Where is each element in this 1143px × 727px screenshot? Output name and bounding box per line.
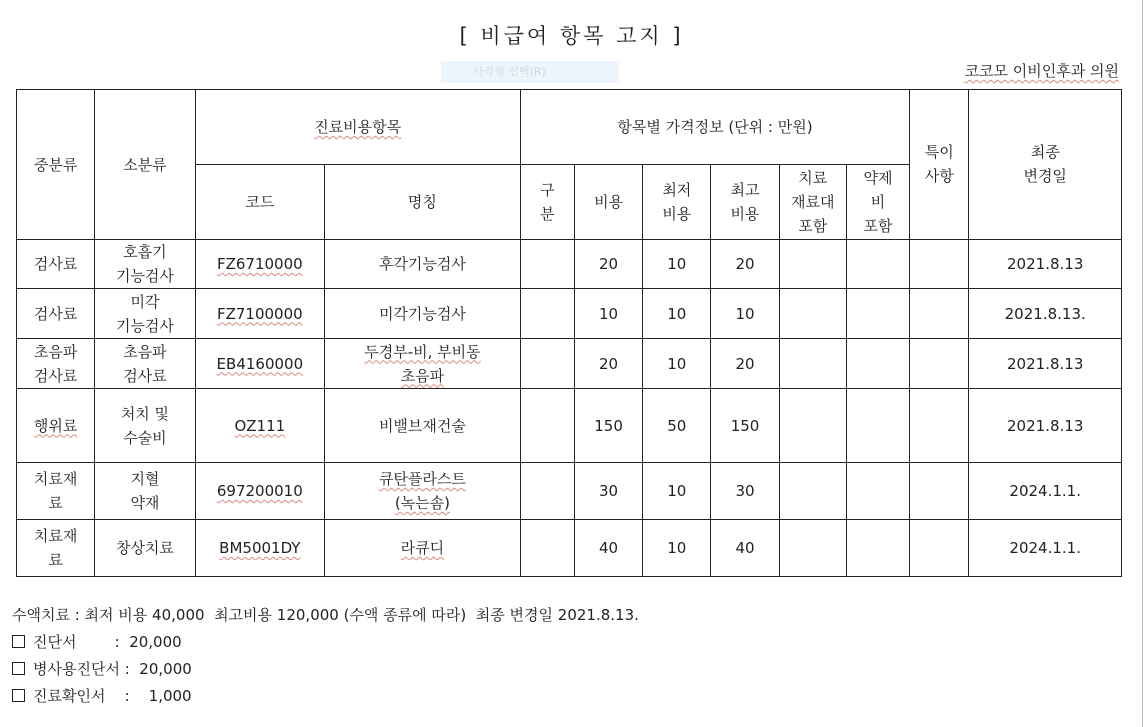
max-cost-cell: 30: [711, 463, 779, 520]
header-item-group: 진료비용항목: [195, 90, 520, 165]
header-min-cost: 최저 비용: [643, 165, 711, 240]
table-row: [17, 240, 1122, 289]
last-changed-cell: 2021.8.13: [969, 389, 1122, 463]
drug-included-cell: [846, 240, 909, 289]
min-cost-cell: 10: [643, 289, 711, 339]
material-included-cell: [779, 520, 846, 577]
cost-cell: 30: [574, 463, 642, 520]
cost-cell: 10: [574, 289, 642, 339]
code-cell: FZ7100000: [195, 289, 324, 339]
min-cost-cell: 10: [643, 339, 711, 389]
footer-notes: [12, 602, 639, 710]
mid-category-cell: 초음파 검사료: [17, 339, 95, 389]
cost-cell: 20: [574, 339, 642, 389]
drug-included-cell: [846, 289, 909, 339]
header-type: 구 분: [520, 165, 574, 240]
type-cell: [520, 289, 574, 339]
cost-cell: 40: [574, 520, 642, 577]
cost-cell: 20: [574, 240, 642, 289]
code-cell: FZ6710000: [195, 240, 324, 289]
name-cell: 미각기능검사: [325, 289, 521, 339]
table-row: [17, 463, 1122, 520]
header-sub-category: 소분류: [95, 90, 195, 240]
min-cost-cell: 50: [643, 389, 711, 463]
last-changed-cell: 2024.1.1.: [969, 520, 1122, 577]
code-cell: 697200010: [195, 463, 324, 520]
header-last-changed: 최종 변경일: [969, 90, 1122, 240]
header-mid-category: 중분류: [17, 90, 95, 240]
max-cost-cell: 20: [711, 240, 779, 289]
max-cost-cell: 10: [711, 289, 779, 339]
header-code: 코드: [195, 165, 324, 240]
selection-tooltip: 사각형 선택(R): [441, 61, 619, 83]
table-row: [17, 520, 1122, 577]
material-included-cell: [779, 463, 846, 520]
note-cell: [910, 289, 969, 339]
drug-included-cell: [846, 520, 909, 577]
clinic-name: 코코모 이비인후과 의원: [964, 62, 1119, 80]
table-row: [17, 389, 1122, 463]
fee-table: [16, 89, 1122, 577]
header-max-cost: 최고 비용: [711, 165, 779, 240]
sub-category-cell: 처치 및 수술비: [95, 389, 195, 463]
material-included-cell: [779, 240, 846, 289]
code-cell: OZ111: [195, 389, 324, 463]
checkbox-square-icon: [12, 662, 25, 675]
name-cell: 라큐디: [325, 520, 521, 577]
note-cell: [910, 240, 969, 289]
sub-category-cell: 호흡기 기능검사: [95, 240, 195, 289]
mid-category-cell: 치료재 료: [17, 463, 95, 520]
type-cell: [520, 520, 574, 577]
mid-category-cell: 검사료: [17, 289, 95, 339]
sub-category-cell: 지혈 약재: [95, 463, 195, 520]
fee-list-item: 진료확인서 : 1,000: [12, 683, 639, 710]
code-cell: BM5001DY: [195, 520, 324, 577]
last-changed-cell: 2021.8.13: [969, 240, 1122, 289]
last-changed-cell: 2021.8.13: [969, 339, 1122, 389]
type-cell: [520, 339, 574, 389]
min-cost-cell: 10: [643, 240, 711, 289]
name-cell: 두경부-비, 부비동 초음파: [325, 339, 521, 389]
header-cost: 비용: [574, 165, 642, 240]
mid-category-cell: 검사료: [17, 240, 95, 289]
header-material-included: 치료 재료대 포함: [779, 165, 846, 240]
document-title: [ 비급여 항목 고지 ]: [459, 24, 684, 48]
note-cell: [910, 520, 969, 577]
checkbox-square-icon: [12, 689, 25, 702]
fee-list-item: 병사용진단서 : 20,000: [12, 656, 639, 683]
type-cell: [520, 389, 574, 463]
sub-category-cell: 미각 기능검사: [95, 289, 195, 339]
drug-included-cell: [846, 389, 909, 463]
max-cost-cell: 20: [711, 339, 779, 389]
header-note: 특이 사항: [910, 90, 969, 240]
name-cell: 후각기능검사: [325, 240, 521, 289]
table-row: [17, 289, 1122, 339]
name-cell: 큐탄플라스트 (녹는솜): [325, 463, 521, 520]
name-cell: 비밸브재건술: [325, 389, 521, 463]
code-cell: EB4160000: [195, 339, 324, 389]
fee-list-item: 진단서 : 20,000: [12, 629, 639, 656]
type-cell: [520, 240, 574, 289]
drug-included-cell: [846, 339, 909, 389]
sub-category-cell: 창상치료: [95, 520, 195, 577]
drug-included-cell: [846, 463, 909, 520]
header-price-group: 항목별 가격정보 (단위 : 만원): [520, 90, 909, 165]
header-drug-included: 약제 비 포함: [846, 165, 909, 240]
type-cell: [520, 463, 574, 520]
cost-cell: 150: [574, 389, 642, 463]
min-cost-cell: 10: [643, 463, 711, 520]
material-included-cell: [779, 289, 846, 339]
last-changed-cell: 2024.1.1.: [969, 463, 1122, 520]
infusion-note: 수액치료 : 최저 비용 40,000 최고비용 120,000 (수액 종류에 따라) 최종 변경일 2021.8.13.: [12, 606, 639, 624]
note-cell: [910, 389, 969, 463]
material-included-cell: [779, 389, 846, 463]
mid-category-cell: 치료재 료: [17, 520, 95, 577]
min-cost-cell: 10: [643, 520, 711, 577]
checkbox-square-icon: [12, 635, 25, 648]
max-cost-cell: 40: [711, 520, 779, 577]
note-cell: [910, 339, 969, 389]
mid-category-cell: 행위료: [17, 389, 95, 463]
last-changed-cell: 2021.8.13.: [969, 289, 1122, 339]
note-cell: [910, 463, 969, 520]
sub-category-cell: 초음파 검사료: [95, 339, 195, 389]
header-name: 명칭: [325, 165, 521, 240]
material-included-cell: [779, 339, 846, 389]
max-cost-cell: 150: [711, 389, 779, 463]
table-row: [17, 339, 1122, 389]
